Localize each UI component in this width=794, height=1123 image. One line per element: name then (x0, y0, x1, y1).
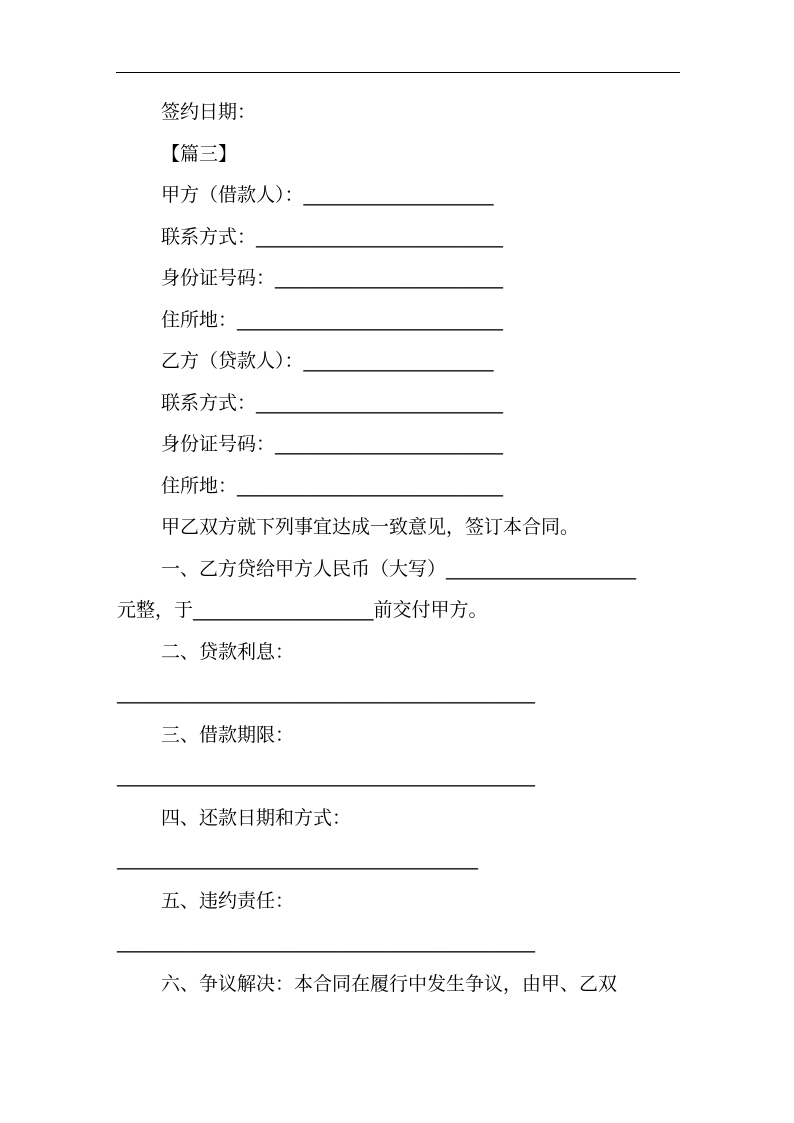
clause-4-repayment: 四、还款日期和方式： (161, 807, 352, 829)
clause-2-interest: 二、贷款利息： (161, 641, 295, 663)
clause-6-dispute: 六、争议解决：本合同在履行中发生争议，由甲、乙双 (161, 973, 618, 995)
clause-2-blank: ____________________________________________ (117, 682, 535, 704)
party-a-id: 身份证号码：________________________ (161, 267, 504, 289)
clause-4-blank: ______________________________________ (117, 848, 478, 870)
party-b-address: 住所地：____________________________ (161, 475, 504, 497)
party-b-lender: 乙方（贷款人）：____________________ (161, 350, 494, 372)
clause-5-blank: ____________________________________________ (117, 931, 535, 953)
clause-1-loan-amount: 一、乙方贷给甲方人民币（大写）____________________ (161, 558, 637, 580)
clause-3-term: 三、借款期限： (161, 724, 295, 746)
clause-1-continued: 元整，于___________________前交付甲方。 (117, 599, 488, 621)
party-b-id: 身份证号码：________________________ (161, 433, 504, 455)
agreement-statement: 甲乙双方就下列事宜达成一致意见，签订本合同。 (161, 516, 580, 538)
section-heading: 【篇三】 (161, 143, 238, 165)
signing-date: 签约日期： (161, 101, 257, 123)
party-b-contact: 联系方式：__________________________ (161, 392, 504, 414)
header-rule (116, 72, 680, 73)
party-a-address: 住所地：____________________________ (161, 309, 504, 331)
clause-5-liability: 五、违约责任： (161, 890, 295, 912)
party-a-borrower: 甲方（借款人）：____________________ (161, 184, 494, 206)
party-a-contact: 联系方式：__________________________ (161, 226, 504, 248)
clause-3-blank: ____________________________________________ (117, 765, 535, 787)
